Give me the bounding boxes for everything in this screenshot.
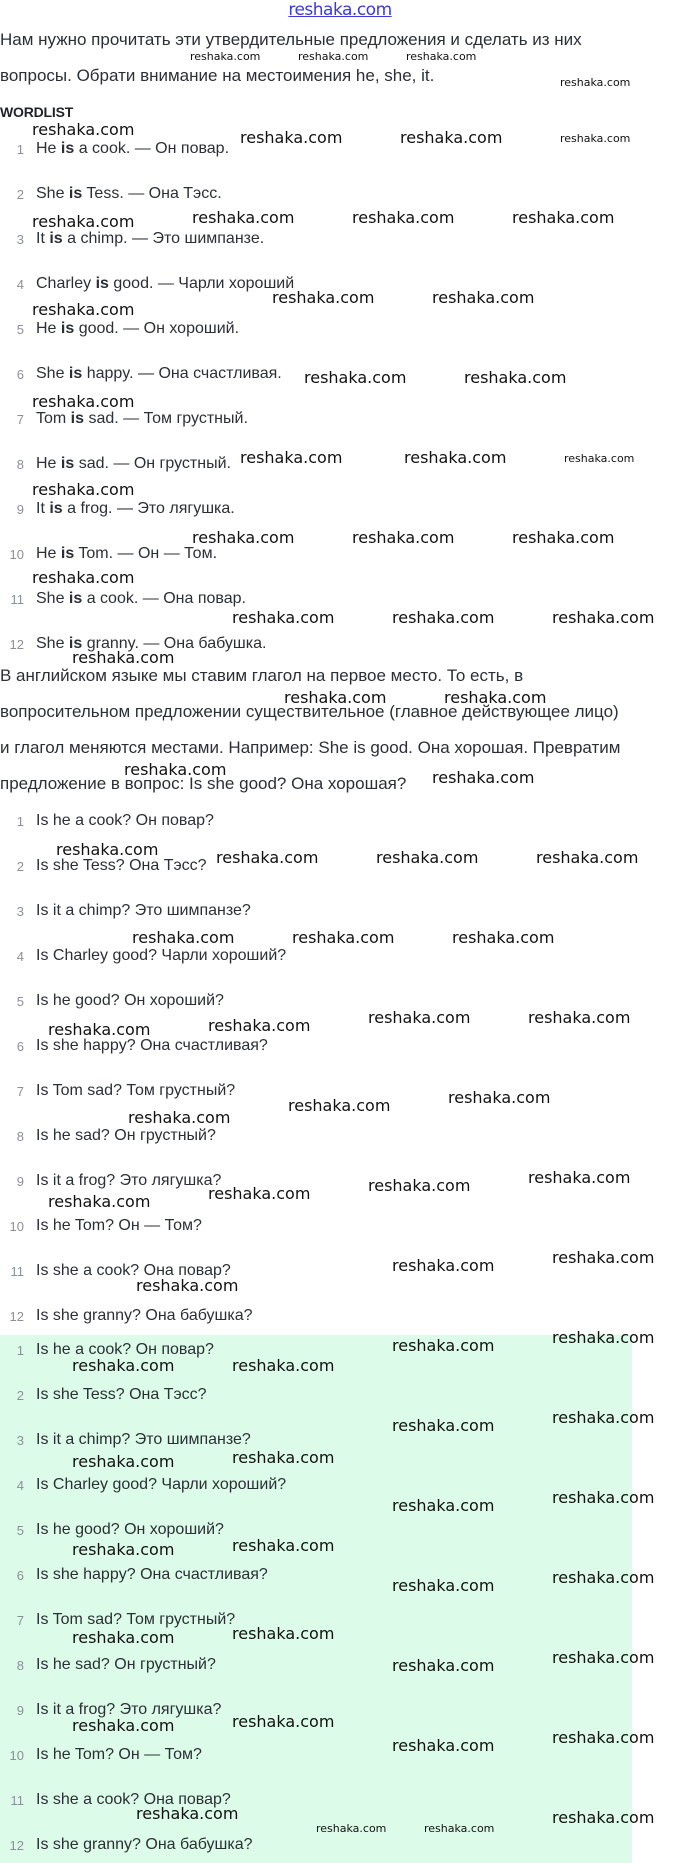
statement-row	[0, 318, 239, 340]
watermark-text: reshaka.com	[392, 1656, 495, 1675]
question-row	[0, 810, 214, 832]
row-number: 9	[16, 1702, 24, 1718]
watermark-text: reshaka.com	[32, 392, 135, 411]
question-row	[0, 1125, 216, 1147]
statement-text: It is a chimp. — Это шимпанзе.	[36, 230, 265, 247]
watermark-text: reshaka.com	[528, 1168, 631, 1187]
question-row	[0, 1215, 202, 1237]
watermark-text: reshaka.com	[32, 212, 135, 231]
watermark-text: reshaka.com	[392, 608, 495, 627]
question-row	[0, 1080, 235, 1102]
watermark-text: reshaka.com	[560, 76, 631, 89]
site-header-link[interactable]: reshaka.com	[288, 0, 392, 20]
row-number: 6	[16, 1038, 24, 1054]
watermark-text: reshaka.com	[124, 760, 227, 779]
watermark-text: reshaka.com	[298, 50, 369, 63]
watermark-text: reshaka.com	[560, 132, 631, 145]
row-number: 5	[16, 993, 24, 1009]
watermark-text: reshaka.com	[432, 768, 535, 787]
statement-text: He is Tom. — Он — Том.	[36, 545, 218, 562]
row-number: 12	[9, 1308, 24, 1324]
watermark-text: reshaka.com	[32, 568, 135, 587]
watermark-text: reshaka.com	[190, 50, 261, 63]
question-text: Is he good? Он хороший?	[36, 992, 224, 1009]
question-text: Is he sad? Он грустный?	[36, 1127, 216, 1144]
watermark-text: reshaka.com	[208, 1016, 311, 1035]
row-number: 3	[16, 1432, 24, 1448]
watermark-text: reshaka.com	[406, 50, 477, 63]
watermark-text: reshaka.com	[392, 1256, 495, 1275]
explanation-line-1: В английском языке мы ставим глагол на первое место. То есть, в	[0, 666, 524, 685]
question-text: Is it a frog? Это лягушка?	[36, 1701, 222, 1718]
statement-text: He is a cook. — Он повар.	[36, 140, 230, 157]
verb-is: is	[70, 410, 85, 427]
answer-panel	[0, 1335, 632, 1863]
verb-is: is	[60, 320, 75, 337]
watermark-text: reshaka.com	[240, 128, 343, 147]
watermark-text: reshaka.com	[392, 1496, 495, 1515]
row-number: 12	[9, 636, 24, 652]
watermark-text: reshaka.com	[552, 1248, 655, 1267]
row-number: 2	[16, 186, 24, 202]
row-number: 5	[16, 1522, 24, 1538]
statement-text: Charley is good. — Чарли хороший	[36, 275, 295, 292]
answer-row	[0, 1744, 202, 1766]
watermark-text: reshaka.com	[72, 1716, 175, 1735]
question-row	[0, 945, 286, 967]
watermark-text: reshaka.com	[136, 1276, 239, 1295]
watermark-text: reshaka.com	[48, 1192, 151, 1211]
watermark-text: reshaka.com	[528, 1008, 631, 1027]
statement-row	[0, 408, 248, 430]
watermark-text: reshaka.com	[552, 1328, 655, 1347]
statement-row	[0, 363, 282, 385]
question-text: Is he Tom? Он — Том?	[36, 1217, 202, 1234]
watermark-text: reshaka.com	[552, 1808, 655, 1827]
watermark-text: reshaka.com	[136, 1804, 239, 1823]
question-text: Is she a cook? Она повар?	[36, 1791, 231, 1808]
row-number: 4	[16, 948, 24, 964]
row-number: 8	[16, 1128, 24, 1144]
watermark-text: reshaka.com	[352, 528, 455, 547]
watermark-text: reshaka.com	[128, 1108, 231, 1127]
row-number: 9	[16, 501, 24, 517]
answer-row	[0, 1564, 268, 1586]
question-text: Is he a cook? Он повар?	[36, 812, 214, 829]
watermark-text: reshaka.com	[392, 1416, 495, 1435]
row-number: 11	[10, 591, 24, 607]
statement-row	[0, 228, 264, 250]
watermark-text: reshaka.com	[400, 128, 503, 147]
watermark-text: reshaka.com	[392, 1336, 495, 1355]
statement-text: He is good. — Он хороший.	[36, 320, 240, 337]
watermark-text: reshaka.com	[288, 1096, 391, 1115]
watermark-text: reshaka.com	[284, 688, 387, 707]
row-number: 10	[9, 1218, 24, 1234]
row-number: 3	[16, 903, 24, 919]
watermark-text: reshaka.com	[392, 1576, 495, 1595]
watermark-text: reshaka.com	[232, 1448, 335, 1467]
question-row	[0, 900, 251, 922]
question-text: Is Charley good? Чарли хороший?	[36, 1476, 287, 1493]
watermark-text: reshaka.com	[132, 928, 235, 947]
question-text: Is Tom sad? Том грустный?	[36, 1082, 236, 1099]
watermark-text: reshaka.com	[352, 208, 455, 227]
watermark-text: reshaka.com	[272, 288, 375, 307]
watermark-text: reshaka.com	[72, 1356, 175, 1375]
watermark-text: reshaka.com	[232, 1624, 335, 1643]
question-text: Is she granny? Она бабушка?	[36, 1836, 253, 1853]
question-text: Is she happy? Она счастливая?	[36, 1037, 268, 1054]
watermark-text: reshaka.com	[392, 1736, 495, 1755]
row-number: 11	[10, 1792, 24, 1808]
row-number: 12	[9, 1837, 24, 1853]
question-text: Is it a chimp? Это шимпанзе?	[36, 1431, 251, 1448]
watermark-text: reshaka.com	[216, 848, 319, 867]
statement-row	[0, 498, 235, 520]
question-text: Is he a cook? Он повар?	[36, 1341, 214, 1358]
verb-is: is	[60, 140, 75, 157]
verb-is: is	[60, 455, 75, 472]
explanation-line-3: и глагол меняются местами. Например: She is good. Она хорошая. Превратим	[0, 738, 621, 757]
row-number: 10	[9, 1747, 24, 1763]
watermark-text: reshaka.com	[552, 1408, 655, 1427]
watermark-text: reshaka.com	[444, 688, 547, 707]
watermark-text: reshaka.com	[232, 1536, 335, 1555]
watermark-text: reshaka.com	[232, 1356, 335, 1375]
statement-text: It is a frog. — Это лягушка.	[36, 500, 235, 517]
watermark-text: reshaka.com	[368, 1008, 471, 1027]
watermark-text: reshaka.com	[232, 1712, 335, 1731]
statement-row	[0, 543, 217, 565]
watermark-text: reshaka.com	[208, 1184, 311, 1203]
watermark-text: reshaka.com	[512, 208, 615, 227]
intro-line-2: вопросы. Обрати внимание на местоимения he, she, it.	[0, 66, 435, 85]
row-number: 11	[10, 1263, 24, 1279]
row-number: 6	[16, 366, 24, 382]
watermark-text: reshaka.com	[48, 1020, 151, 1039]
watermark-text: reshaka.com	[552, 1568, 655, 1587]
watermark-text: reshaka.com	[424, 1822, 495, 1835]
statement-row	[0, 273, 294, 295]
question-text: Is she Tess? Она Тэсс?	[36, 857, 207, 874]
intro-line-1: Нам нужно прочитать эти утвердительные предложения и сделать из них	[0, 30, 582, 49]
statement-text: He is sad. — Он грустный.	[36, 455, 231, 472]
watermark-text: reshaka.com	[452, 928, 555, 947]
row-number: 1	[16, 813, 24, 829]
verb-is: is	[68, 365, 83, 382]
row-number: 3	[16, 231, 24, 247]
row-number: 7	[16, 411, 24, 427]
question-text: Is he good? Он хороший?	[36, 1521, 224, 1538]
statement-row	[0, 138, 229, 160]
watermark-text: reshaka.com	[432, 288, 535, 307]
question-text: Is it a frog? Это лягушка?	[36, 1172, 222, 1189]
watermark-text: reshaka.com	[404, 448, 507, 467]
watermark-text: reshaka.com	[464, 368, 567, 387]
answer-row	[0, 1474, 286, 1496]
row-number: 6	[16, 1567, 24, 1583]
watermark-text: reshaka.com	[552, 1648, 655, 1667]
question-text: Is Charley good? Чарли хороший?	[36, 947, 287, 964]
row-number: 7	[16, 1083, 24, 1099]
watermark-text: reshaka.com	[32, 480, 135, 499]
watermark-text: reshaka.com	[552, 1488, 655, 1507]
verb-is: is	[68, 635, 83, 652]
watermark-text: reshaka.com	[552, 1728, 655, 1747]
watermark-text: reshaka.com	[192, 208, 295, 227]
explanation-line-2: вопросительном предложении существительное (главное действующее лицо)	[0, 702, 619, 721]
statement-text: She is granny. — Она бабушка.	[36, 635, 267, 652]
row-number: 10	[9, 546, 24, 562]
statement-row	[0, 453, 231, 475]
answer-row	[0, 1384, 207, 1406]
watermark-text: reshaka.com	[56, 840, 159, 859]
verb-is: is	[95, 275, 109, 292]
statement-text: Tom is sad. — Том грустный.	[36, 410, 248, 427]
watermark-text: reshaka.com	[232, 608, 335, 627]
explanation-line-4: предложение в вопрос: Is she good? Она хорошая?	[0, 774, 407, 793]
watermark-text: reshaka.com	[32, 120, 135, 139]
row-number: 7	[16, 1612, 24, 1628]
watermark-text: reshaka.com	[32, 300, 135, 319]
watermark-text: reshaka.com	[72, 1540, 175, 1559]
question-text: Is she granny? Она бабушка?	[36, 1307, 253, 1324]
question-row	[0, 990, 224, 1012]
watermark-text: reshaka.com	[192, 528, 295, 547]
answer-row	[0, 1834, 253, 1856]
row-number: 9	[16, 1173, 24, 1189]
question-text: Is she Tess? Она Тэсс?	[36, 1386, 207, 1403]
row-number: 2	[16, 1387, 24, 1403]
verb-is: is	[68, 590, 83, 607]
statement-text: She is a cook. — Она повар.	[36, 590, 246, 607]
row-number: 8	[16, 1657, 24, 1673]
question-text: Is it a chimp? Это шимпанзе?	[36, 902, 251, 919]
watermark-text: reshaka.com	[304, 368, 407, 387]
statement-row	[0, 588, 246, 610]
verb-is: is	[49, 500, 63, 517]
watermark-text: reshaka.com	[292, 928, 395, 947]
watermark-text: reshaka.com	[316, 1822, 387, 1835]
watermark-text: reshaka.com	[564, 452, 635, 465]
watermark-text: reshaka.com	[552, 608, 655, 627]
verb-is: is	[60, 545, 75, 562]
question-row	[0, 1170, 221, 1192]
verb-is: is	[68, 185, 83, 202]
row-number: 1	[16, 1342, 24, 1358]
question-text: Is he sad? Он грустный?	[36, 1656, 216, 1673]
wordlist-heading: WORDLIST	[0, 104, 74, 120]
question-row	[0, 1305, 253, 1327]
question-text: Is he Tom? Он — Том?	[36, 1746, 202, 1763]
watermark-text: reshaka.com	[240, 448, 343, 467]
answer-row	[0, 1429, 251, 1451]
watermark-text: reshaka.com	[536, 848, 639, 867]
answer-row	[0, 1654, 216, 1676]
row-number: 8	[16, 456, 24, 472]
row-number: 2	[16, 858, 24, 874]
row-number: 4	[16, 1477, 24, 1493]
watermark-text: reshaka.com	[376, 848, 479, 867]
watermark-text: reshaka.com	[368, 1176, 471, 1195]
statement-text: She is happy. — Она счастливая.	[36, 365, 282, 382]
row-number: 5	[16, 321, 24, 337]
question-text: Is she a cook? Она повар?	[36, 1262, 231, 1279]
watermark-text: reshaka.com	[72, 1628, 175, 1647]
watermark-text: reshaka.com	[72, 1452, 175, 1471]
question-text: Is Tom sad? Том грустный?	[36, 1611, 236, 1628]
row-number: 1	[16, 141, 24, 157]
watermark-text: reshaka.com	[512, 528, 615, 547]
watermark-text: reshaka.com	[448, 1088, 551, 1107]
statement-text: She is Tess. — Она Тэсс.	[36, 185, 222, 202]
answer-row	[0, 1519, 224, 1541]
row-number: 4	[16, 276, 24, 292]
watermark-text: reshaka.com	[72, 648, 175, 667]
question-text: Is she happy? Она счастливая?	[36, 1566, 268, 1583]
verb-is: is	[49, 230, 63, 247]
statement-row	[0, 183, 222, 205]
